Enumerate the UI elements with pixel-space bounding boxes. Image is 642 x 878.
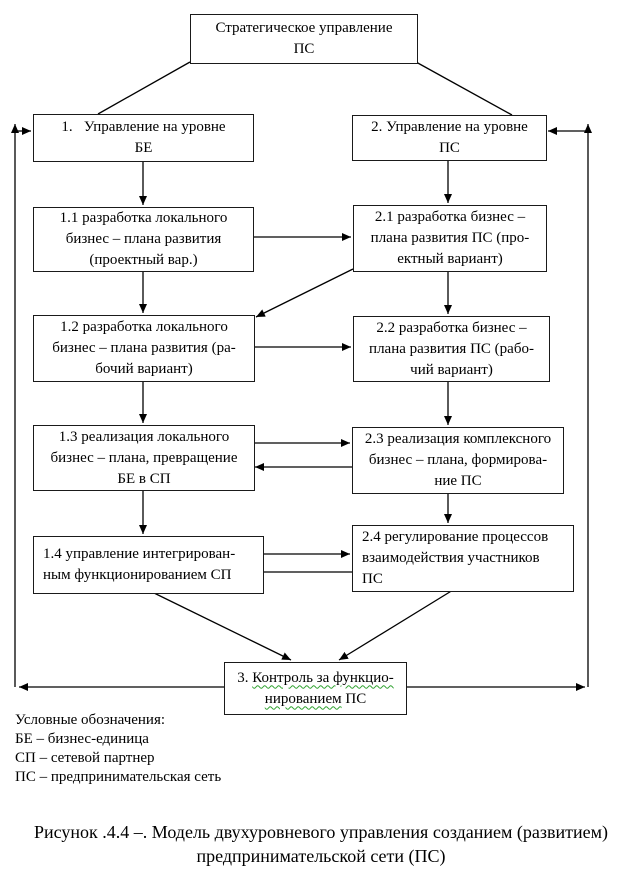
legend [15,711,221,787]
node-level1-be-management [33,114,254,162]
node-text: взаимодействия участников [362,550,540,566]
node-text: БЕ [134,140,153,156]
node-text: бочий вариант) [95,361,193,377]
node-text: ектный вариант) [397,251,503,267]
legend-item-sp: СП – сетевой партнер [15,750,155,766]
node-text: бизнес – плана, превращение [50,449,238,466]
node-text: плана развития ПС (рабо- [369,340,534,357]
node-text: 1. Управление на уровне [61,119,226,135]
node-text: чий вариант) [410,361,493,378]
legend-item-ps: ПС – предпринимательская сеть [15,769,222,785]
node-text: 2. Управление на уровне [371,119,528,135]
node-text: ние ПС [434,473,482,489]
node-text: Стратегическое управление [215,20,393,36]
node-text [225,668,406,689]
node-2-1-ps-plan-draft [353,205,547,272]
figure-caption-line1: Рисунок .4.4 –. Модель двухуровневого управления созданием (развитием) [33,822,608,842]
node-text: 1.2 разработка локального [60,319,228,335]
node-text: ПС [362,571,383,587]
node-text: 2.4 регулирование процессов [362,529,549,545]
legend-item-be: БЕ – бизнес-единица [15,731,149,747]
node-text: БЕ в СП [117,470,171,487]
node-1-1-local-plan-draft [33,207,254,272]
node-text: ПС [293,41,315,57]
node-1-3-local-plan-realization [33,425,255,491]
legend-title: Условные обозначения: [15,712,166,728]
node-3-underlined-text: Контроль за функцио- [252,669,394,686]
node-text: ным функционированием СП [43,567,232,583]
node-text: бизнес – плана развития (ра- [52,340,236,356]
node-1-4-integrated-operation [33,536,264,594]
node-3-number: 3. [237,669,253,686]
node-text: бизнес – плана развития [65,231,222,247]
node-text: 2.2 разработка бизнес – [376,319,527,336]
node-3-underlined-text: нированием [264,690,342,707]
node-2-4-interaction-regulation [352,525,574,592]
node-strategic-management [190,14,418,64]
node-text: (проектный вар.) [89,252,198,268]
node-text: бизнес – плана, формирова- [368,452,548,468]
node-text [225,689,406,710]
node-level2-ps-management [352,115,547,161]
figure-caption [0,820,642,868]
node-2-2-ps-plan-working [353,316,550,382]
node-3-suffix: ПС [341,690,367,707]
node-2-3-complex-plan-realization [352,427,564,494]
figure-caption-line2: предпринимательской сети (ПС) [196,846,446,866]
node-text: 1.4 управление интегрирован- [43,546,236,562]
node-text: 1.3 реализация локального [58,428,230,445]
node-text: ПС [439,140,460,156]
node-text: 2.1 разработка бизнес – [374,209,526,225]
node-text: 2.3 реализация комплексного [364,431,552,447]
node-text: плана развития ПС (про- [370,230,530,246]
node-text: 1.1 разработка локального [59,210,228,226]
node-3-control [224,662,407,715]
node-1-2-local-plan-working [33,315,255,382]
